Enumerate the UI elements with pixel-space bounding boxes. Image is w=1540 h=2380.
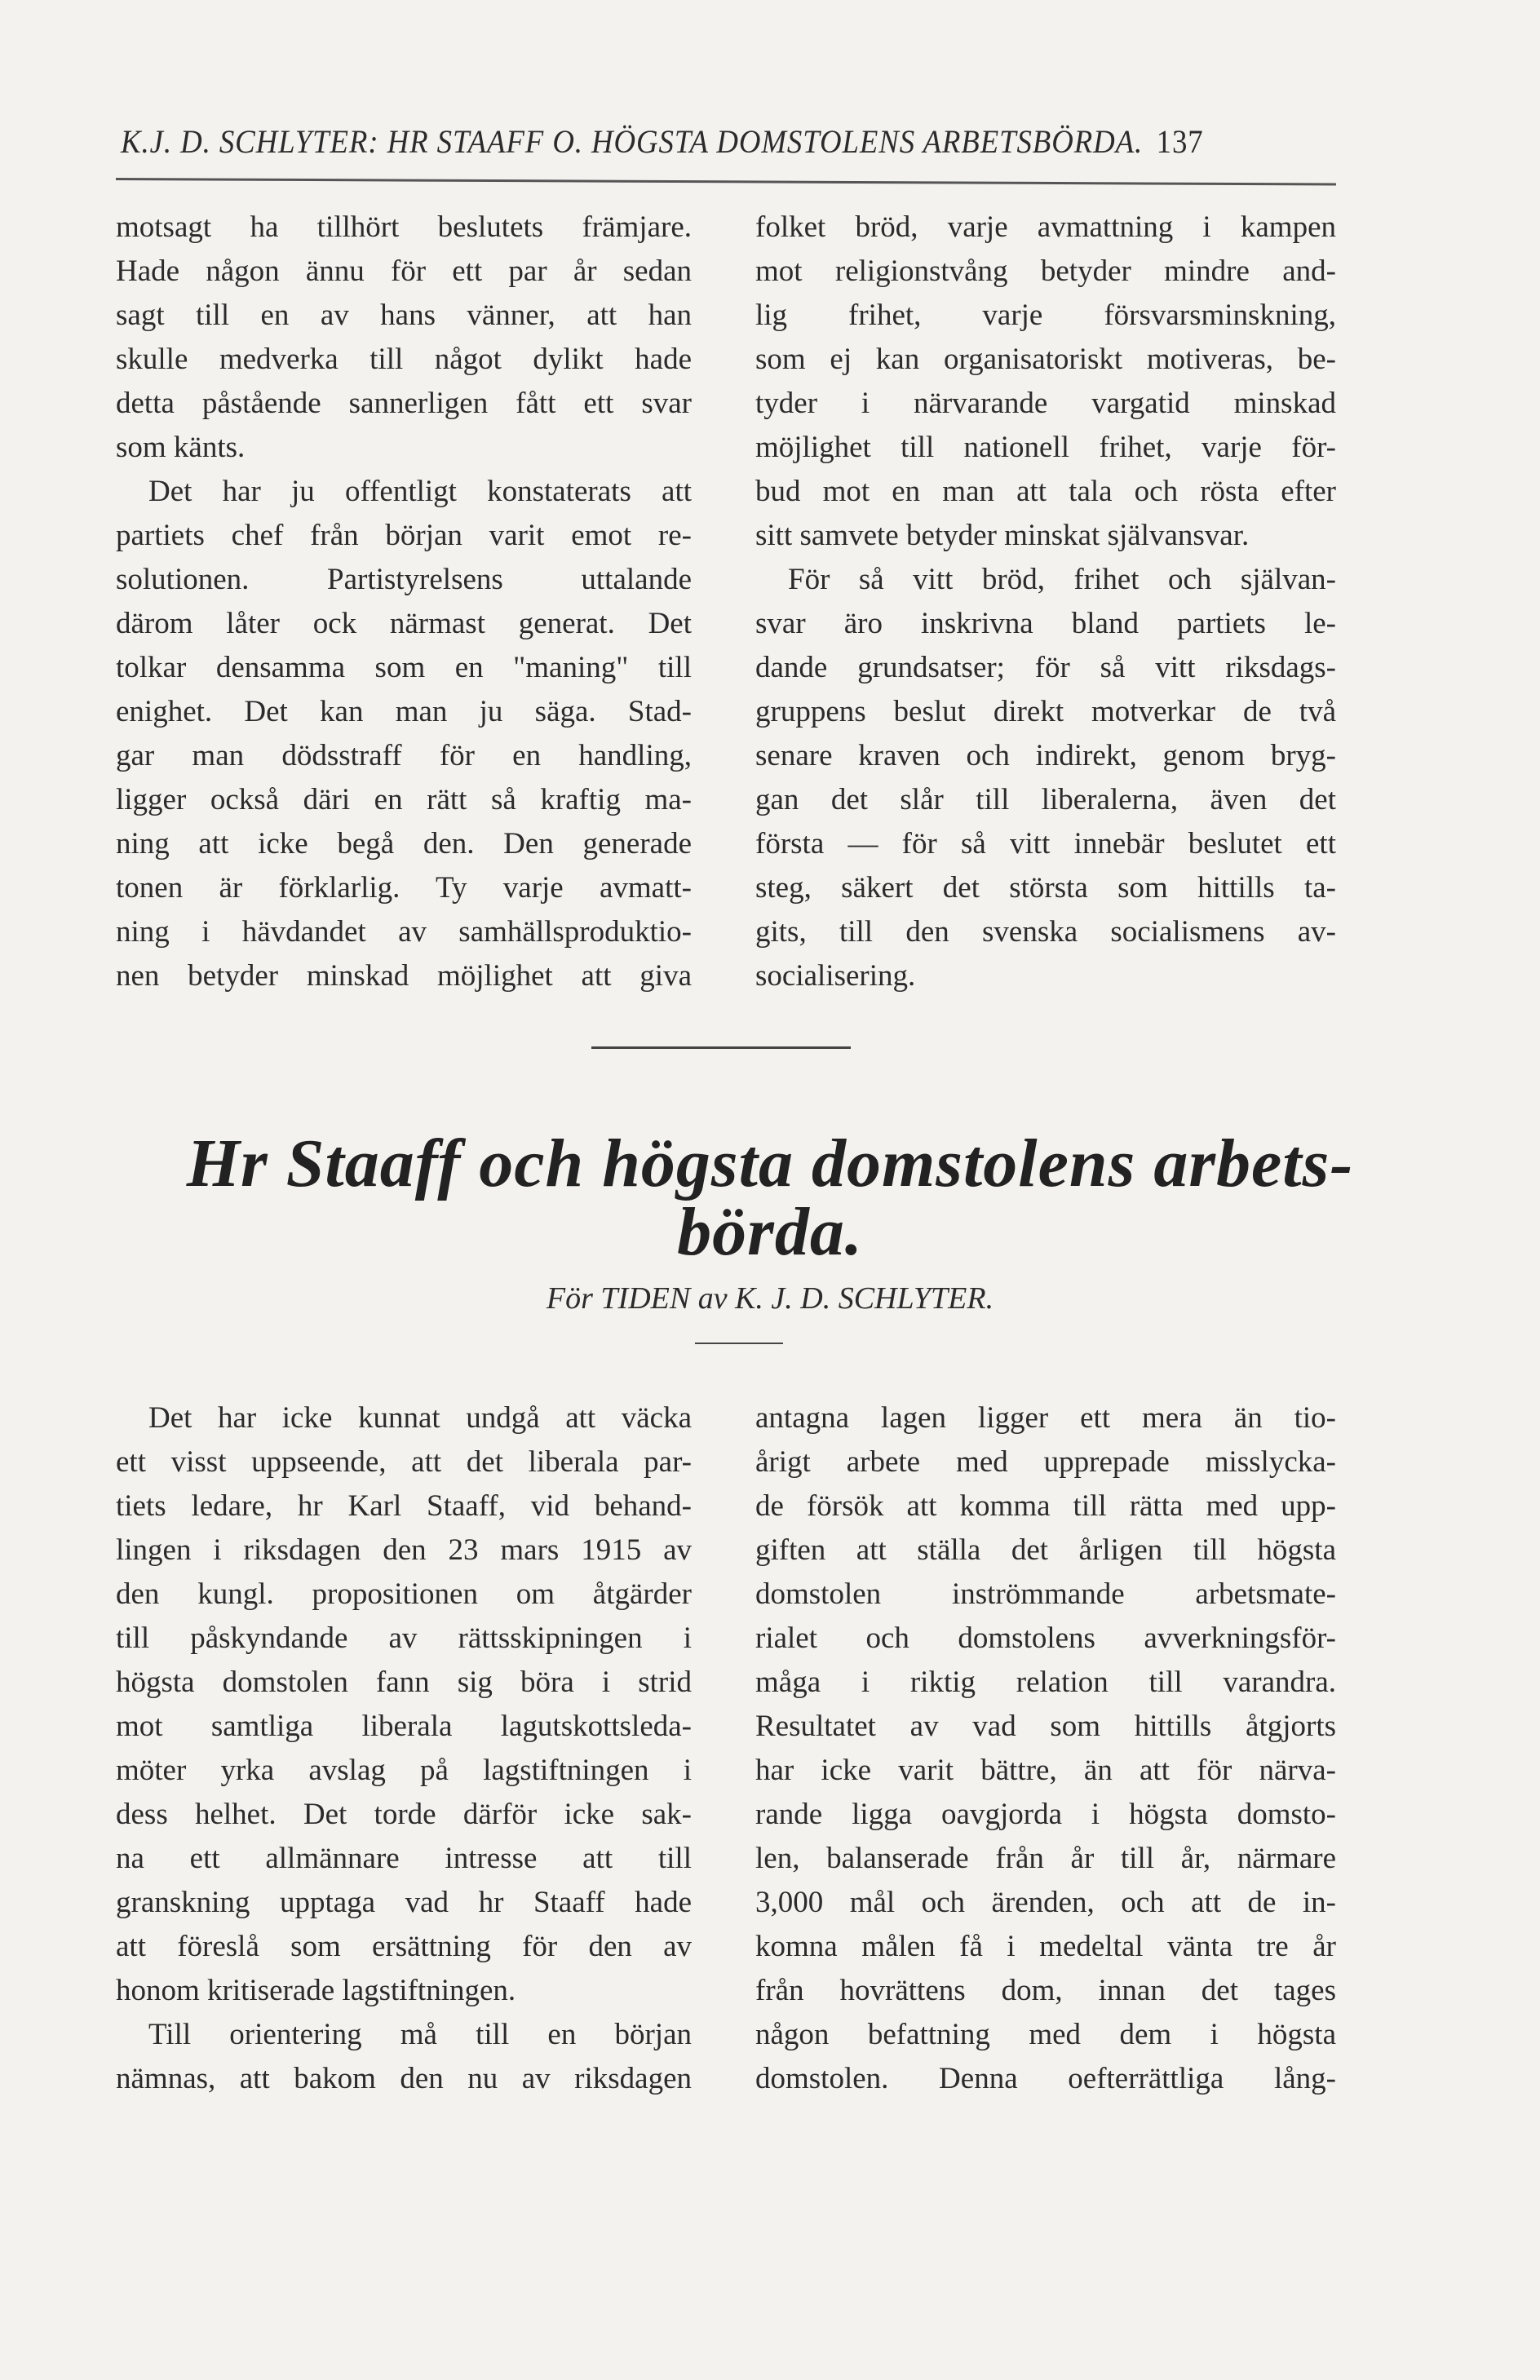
- running-head: [121, 122, 1239, 171]
- article-title-line-1: Hr Staaff och högsta domstolens arbets-: [186, 1126, 1354, 1201]
- text-line: tiets ledare, hr Karl Staaff, vid behand-: [116, 1489, 692, 1523]
- text-line: ligger också däri en rätt så kraftig ma-: [116, 783, 692, 816]
- text-line: skulle medverka till något dylikt hade: [116, 343, 692, 376]
- text-line: honom kritiserade lagstiftningen.: [116, 1974, 516, 2007]
- text-line: lig frihet, varje försvarsminskning,: [755, 299, 1336, 332]
- text-line: granskning upptaga vad hr Staaff hade: [116, 1886, 692, 1919]
- text-line: detta påstående sannerligen fått ett svar: [116, 387, 692, 420]
- text-line: årigt arbete med upprepade misslycka-: [755, 1445, 1336, 1479]
- text-line: svar äro inskrivna bland partiets le-: [755, 607, 1336, 640]
- text-line: möjlighet till nationell frihet, varje för-: [755, 431, 1336, 464]
- text-line: dess helhet. Det torde därför icke sak-: [116, 1798, 692, 1831]
- text-line: För så vitt bröd, frihet och självan-: [788, 563, 1336, 596]
- page-number: 137: [1156, 123, 1204, 160]
- text-line: bud mot en man att tala och rösta efter: [755, 475, 1336, 508]
- text-line: som ej kan organisatoriskt motiveras, be-: [755, 343, 1336, 376]
- text-line: högsta domstolen fann sig böra i strid: [116, 1666, 692, 1699]
- text-line: gruppens beslut direkt motverkar de två: [755, 695, 1336, 728]
- text-line: gar man dödsstraff för en handling,: [116, 739, 692, 772]
- text-line: gan det slår till liberalerna, även det: [755, 783, 1336, 816]
- text-line: första — för så vitt innebär beslutet ett: [755, 827, 1336, 860]
- text-line: Till orientering må till en början: [148, 2018, 692, 2051]
- column-top-right: [755, 206, 1336, 998]
- text-line: Det har ju offentligt konstaterats att: [148, 475, 692, 508]
- text-line: ning att icke begå den. Den generade: [116, 827, 692, 860]
- byline-divider: [695, 1343, 783, 1344]
- text-line: måga i riktig relation till varandra.: [755, 1666, 1336, 1699]
- text-line: nämnas, att bakom den nu av riksdagen: [116, 2062, 692, 2095]
- text-line: ning i hävdandet av samhällsproduktio-: [116, 915, 692, 949]
- article-title-line-2: börda.: [677, 1194, 863, 1270]
- running-head-title: K.J. D. SCHLYTER: HR STAAFF O. HÖGSTA DOMSTOLENS ARBETSBÖRDA.: [121, 123, 1144, 160]
- text-line: nen betyder minskad möjlighet att giva: [116, 959, 692, 993]
- text-line: domstolen inströmmande arbetsmate-: [755, 1577, 1336, 1611]
- text-line: de försök att komma till rätta med upp-: [755, 1489, 1336, 1523]
- section-divider: [591, 1046, 851, 1049]
- text-line: som känts.: [116, 431, 246, 464]
- text-line: rande ligga oavgjorda i högsta domsto-: [755, 1798, 1336, 1831]
- text-line: att föreslå som ersättning för den av: [116, 1930, 692, 1963]
- text-line: möter yrka avslag på lagstiftningen i: [116, 1754, 692, 1787]
- text-line: därom låter ock närmast generat. Det: [116, 607, 692, 640]
- text-line: domstolen. Denna oefterrättliga lång-: [755, 2062, 1336, 2095]
- text-line: partiets chef från början varit emot re-: [116, 519, 692, 552]
- text-line: sitt samvete betyder minskat självansvar.: [755, 519, 1250, 552]
- text-line: senare kraven och indirekt, genom bryg-: [755, 739, 1336, 772]
- text-line: giften att ställa det årligen till högsta: [755, 1533, 1336, 1567]
- text-line: Det har icke kunnat undgå att väcka: [148, 1401, 692, 1435]
- text-line: mot samtliga liberala lagutskottsleda-: [116, 1710, 692, 1743]
- column-top-left: [116, 206, 692, 998]
- column-bottom-right: [755, 1396, 1336, 2101]
- text-line: 3,000 mål och ärenden, och att de in-: [755, 1886, 1336, 1919]
- text-line: lingen i riksdagen den 23 mars 1915 av: [116, 1533, 692, 1567]
- text-line: tyder i närvarande vargatid minskad: [755, 387, 1336, 420]
- text-line: någon befattning med dem i högsta: [755, 2018, 1336, 2051]
- text-line: len, balanserade från år till år, närmare: [755, 1842, 1336, 1875]
- text-line: Hade någon ännu för ett par år sedan: [116, 254, 692, 288]
- text-line: dande grundsatser; för så vitt riksdags-: [755, 651, 1336, 684]
- text-line: till påskyndande av rättsskipningen i: [116, 1621, 692, 1655]
- text-line: steg, säkert det största som hittills ta-: [755, 871, 1336, 905]
- article-byline: För TIDEN av K. J. D. SCHLYTER.: [546, 1281, 994, 1316]
- text-line: mot religionstvång betyder mindre and-: [755, 254, 1336, 288]
- text-line: har icke varit bättre, än att för närva-: [755, 1754, 1336, 1787]
- header-rule: [116, 178, 1336, 186]
- text-line: tolkar densamma som en "maning" till: [116, 651, 692, 684]
- text-line: antagna lagen ligger ett mera än tio-: [755, 1401, 1336, 1435]
- text-line: sagt till en av hans vänner, att han: [116, 299, 692, 332]
- text-line: rialet och domstolens avverkningsför-: [755, 1621, 1336, 1655]
- text-line: enighet. Det kan man ju säga. Stad-: [116, 695, 692, 728]
- text-line: ett visst uppseende, att det liberala par-: [116, 1445, 692, 1479]
- text-line: Resultatet av vad som hittills åtgjorts: [755, 1710, 1336, 1743]
- column-bottom-left: [116, 1396, 692, 2101]
- text-line: folket bröd, varje avmattning i kampen: [755, 210, 1336, 244]
- text-line: gits, till den svenska socialismens av-: [755, 915, 1336, 949]
- text-line: från hovrättens dom, innan det tages: [755, 1974, 1336, 2007]
- text-line: motsagt ha tillhört beslutets främjare.: [116, 210, 692, 244]
- text-line: tonen är förklarlig. Ty varje avmatt-: [116, 871, 692, 905]
- text-line: solutionen. Partistyrelsens uttalande: [116, 563, 692, 596]
- text-line: na ett allmännare intresse att till: [116, 1842, 692, 1875]
- text-line: den kungl. propositionen om åtgärder: [116, 1577, 692, 1611]
- text-line: socialisering.: [755, 959, 916, 993]
- text-line: komna målen få i medeltal vänta tre år: [755, 1930, 1336, 1963]
